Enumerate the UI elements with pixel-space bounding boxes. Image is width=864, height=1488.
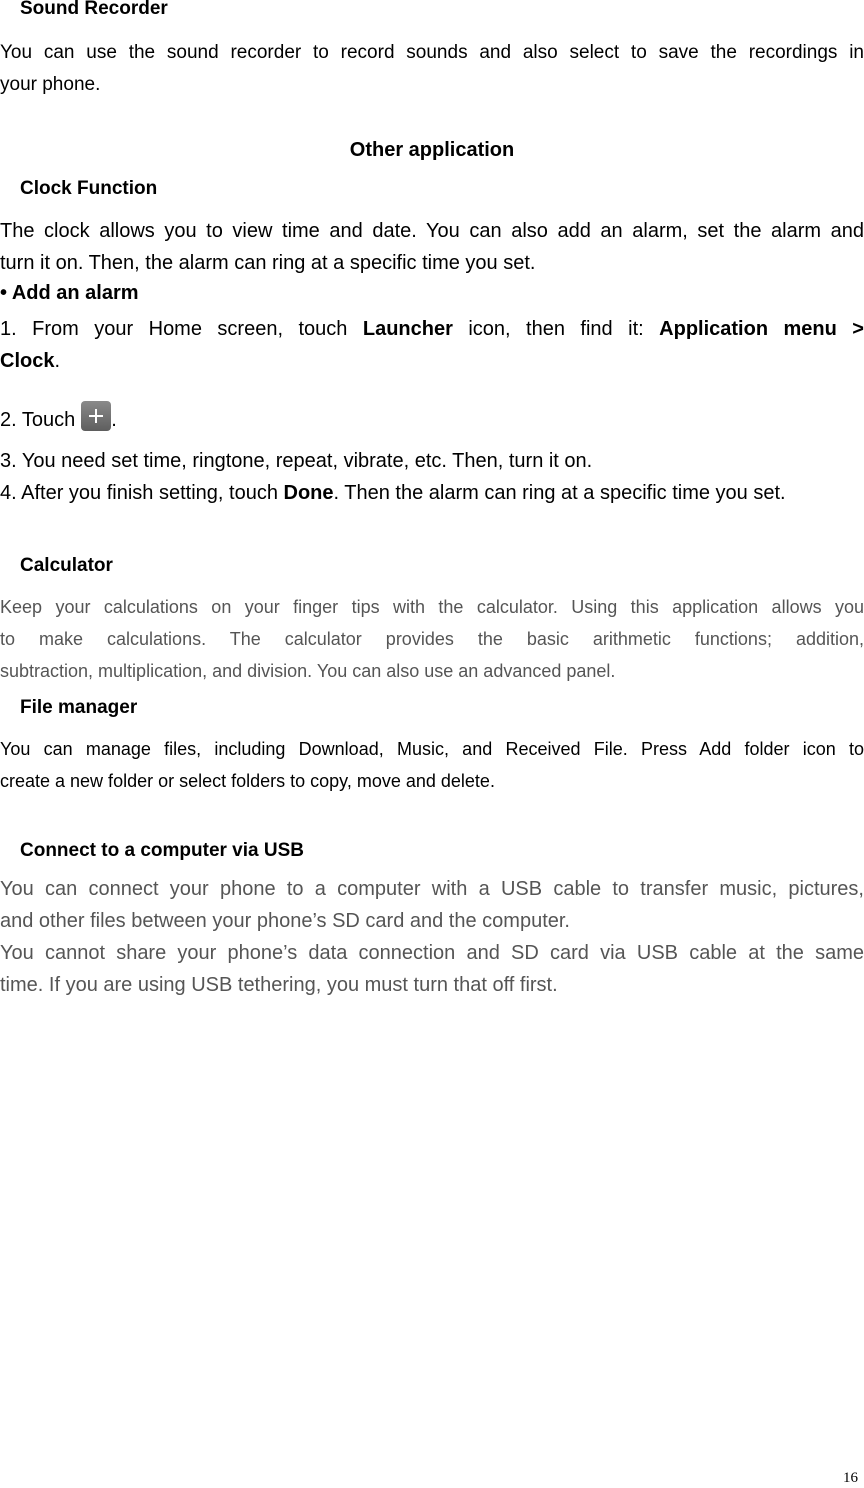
launcher-label: Launcher bbox=[362, 318, 453, 340]
step-1-line-2 bbox=[0, 345, 864, 377]
done-label: Done bbox=[283, 482, 334, 504]
step-4-text-b: . Then the alarm can ring at a specific time you set. bbox=[333, 482, 786, 504]
sound-recorder-paragraph bbox=[0, 37, 864, 101]
calculator-heading: Calculator bbox=[20, 555, 113, 576]
paragraph-line: You can connect your phone to a computer with a USB cable to transfer music, pictures, bbox=[0, 878, 864, 900]
paragraph-line: and other files between your phone’s SD card and the computer. bbox=[0, 910, 570, 932]
alarm-step-1 bbox=[0, 313, 864, 377]
step-2-end: . bbox=[111, 409, 117, 431]
plus-icon bbox=[81, 401, 111, 431]
paragraph-line: subtraction, multiplication, and division. You can also use an advanced panel. bbox=[0, 661, 616, 681]
alarm-step-4 bbox=[0, 482, 786, 505]
sound-recorder-heading: Sound Recorder bbox=[20, 0, 168, 19]
file-manager-heading: File manager bbox=[20, 697, 138, 718]
paragraph-line: time. If you are using USB tethering, you must turn that off first. bbox=[0, 974, 558, 996]
paragraph-line: your phone. bbox=[0, 74, 101, 95]
step-4-text-a: 4. After you finish setting, touch bbox=[0, 482, 284, 504]
step-1-text-b: icon, then find it: bbox=[452, 318, 660, 340]
step-1-end: . bbox=[54, 350, 61, 372]
usb-paragraph bbox=[0, 873, 864, 1001]
paragraph-line: You can use the sound recorder to record sounds and also select to save the recordings in bbox=[0, 42, 864, 63]
paragraph-line: create a new folder or select folders to copy, move and delete. bbox=[0, 771, 495, 791]
paragraph-line: Keep your calculations on your finger tips with the calculator. Using this application allows you bbox=[0, 597, 864, 617]
usb-heading: Connect to a computer via USB bbox=[20, 840, 304, 861]
step-1-text-a: 1. From your Home screen, touch bbox=[0, 318, 363, 340]
step-2-text: 2. Touch bbox=[0, 409, 76, 431]
paragraph-line: to make calculations. The calculator provides the basic arithmetic functions; addition, bbox=[0, 629, 864, 649]
paragraph-line: You can manage files, including Download, Music, and Received File. Press Add folder icon to bbox=[0, 739, 864, 759]
page-number: 16 bbox=[843, 1470, 858, 1486]
paragraph-line: You cannot share your phone’s data connection and SD card via USB cable at the same bbox=[0, 942, 864, 964]
clock-label: Clock bbox=[0, 350, 55, 372]
paragraph-line: turn it on. Then, the alarm can ring at a specific time you set. bbox=[0, 252, 536, 274]
add-alarm-heading: • Add an alarm bbox=[0, 282, 139, 304]
step-1-line bbox=[0, 313, 864, 345]
alarm-step-3: 3. You need set time, ringtone, repeat, vibrate, etc. Then, turn it on. bbox=[0, 450, 593, 472]
clock-function-heading: Clock Function bbox=[20, 178, 158, 199]
application-menu-label: Application menu > bbox=[659, 318, 864, 340]
clock-paragraph bbox=[0, 215, 864, 279]
paragraph-line: The clock allows you to view time and date. You can also add an alarm, set the alarm and bbox=[0, 220, 864, 242]
alarm-step-2 bbox=[0, 401, 117, 432]
section-title: Other application bbox=[349, 139, 515, 161]
calculator-paragraph bbox=[0, 591, 864, 687]
file-manager-paragraph bbox=[0, 733, 864, 797]
